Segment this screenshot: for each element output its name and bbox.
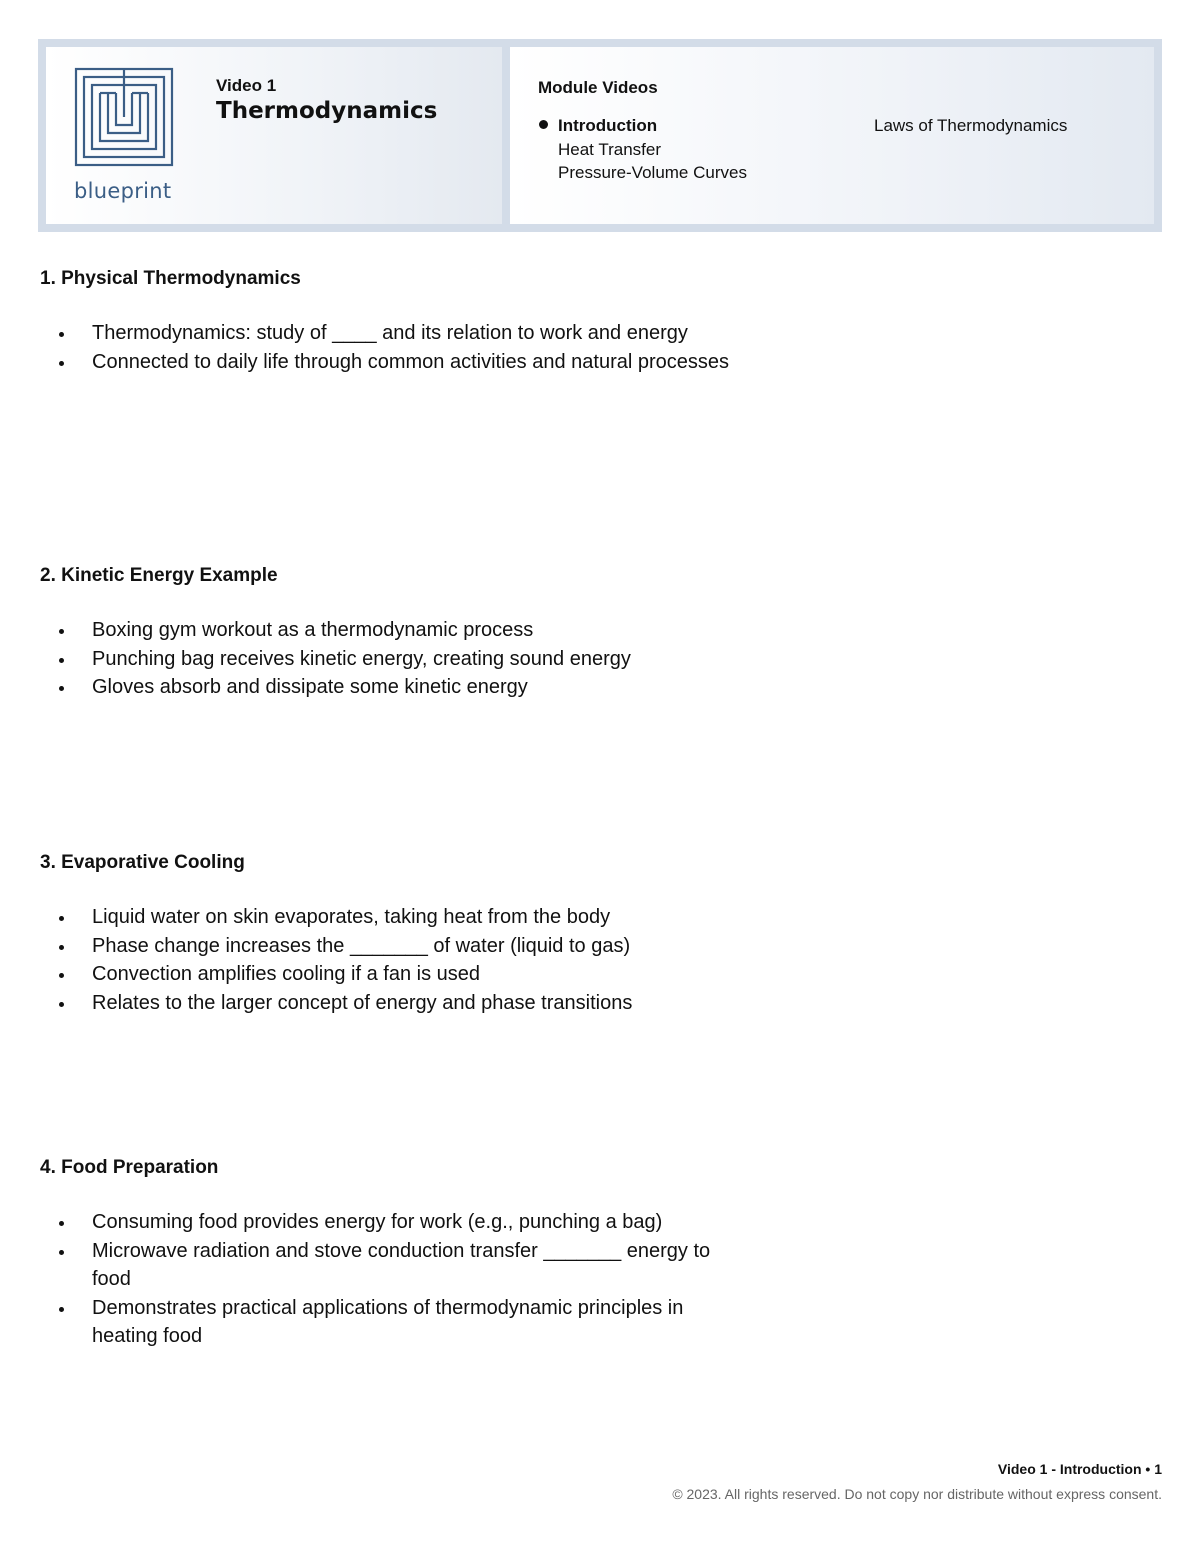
- logo-wordmark: blueprint: [74, 179, 172, 203]
- list-item: Punching bag receives kinetic energy, creating sound energy: [40, 645, 740, 674]
- bullet-list: [40, 616, 740, 702]
- list-item: Convection amplifies cooling if a fan is used: [40, 960, 740, 989]
- list-item: Thermodynamics: study of ____ and its relation to work and energy: [40, 319, 740, 348]
- list-item: Relates to the larger concept of energy and phase transitions: [40, 989, 740, 1018]
- list-item: Gloves absorb and dissipate some kinetic energy: [40, 673, 740, 702]
- list-item: Demonstrates practical applications of thermodynamic principles in heating food: [40, 1294, 740, 1351]
- blueprint-logo-icon: [74, 67, 174, 167]
- bullet-list: [40, 903, 740, 1017]
- section-title: 1. Physical Thermodynamics: [40, 268, 301, 289]
- module-videos-column-1: [538, 114, 747, 185]
- module-video-introduction[interactable]: Introduction: [538, 114, 747, 138]
- section-kinetic-energy-example: [40, 565, 740, 702]
- list-item: Boxing gym workout as a thermodynamic process: [40, 616, 740, 645]
- module-videos-panel: [510, 47, 1154, 224]
- list-item: Liquid water on skin evaporates, taking heat from the body: [40, 903, 740, 932]
- module-video-laws-of-thermodynamics[interactable]: Laws of Thermodynamics: [874, 116, 1068, 135]
- section-physical-thermodynamics: [40, 268, 740, 376]
- list-item: Microwave radiation and stove conduction transfer _______ energy to food: [40, 1237, 740, 1294]
- module-videos-column-2: [874, 114, 1067, 138]
- module-video-pressure-volume-curves[interactable]: Pressure-Volume Curves: [558, 163, 747, 182]
- video-number: Video 1: [216, 76, 277, 95]
- bullet-list: [40, 1208, 740, 1351]
- list-item: Connected to daily life through common activities and natural processes: [40, 348, 740, 377]
- section-title: 2. Kinetic Energy Example: [40, 565, 278, 586]
- list-item: Phase change increases the _______ of water (liquid to gas): [40, 932, 740, 961]
- section-food-preparation: [40, 1157, 740, 1351]
- bullet-list: [40, 319, 740, 376]
- video-title: Thermodynamics: [216, 98, 438, 124]
- list-item: Consuming food provides energy for work (e.g., punching a bag): [40, 1208, 740, 1237]
- module-video-heat-transfer[interactable]: Heat Transfer: [558, 139, 661, 159]
- copyright-notice: © 2023. All rights reserved. Do not copy nor distribute without express consent.: [672, 1486, 1162, 1502]
- section-title: 4. Food Preparation: [40, 1157, 219, 1178]
- module-videos-title: Module Videos: [538, 78, 658, 97]
- page-label: Video 1 - Introduction • 1: [997, 1461, 1162, 1477]
- section-evaporative-cooling: [40, 852, 740, 1017]
- header-title-panel: [46, 47, 502, 224]
- section-title: 3. Evaporative Cooling: [40, 852, 245, 873]
- header-banner: [38, 39, 1162, 232]
